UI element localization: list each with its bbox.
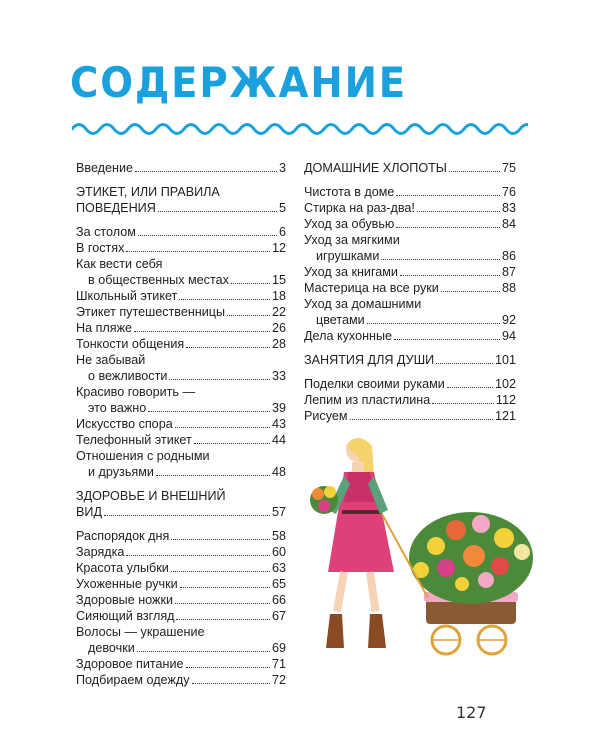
toc-entry	[76, 304, 286, 320]
page-number: 127	[456, 703, 487, 722]
toc-entry	[76, 160, 286, 176]
wave-divider	[72, 118, 528, 140]
toc-entry-title: это важно	[88, 401, 147, 415]
toc-entry-title: ЗАНЯТИЯ ДЛЯ ДУШИ	[304, 353, 435, 367]
toc-entry-page: 18	[271, 289, 286, 303]
toc-entry-page: 72	[271, 673, 286, 687]
dot-leader	[394, 339, 500, 340]
toc-entry	[76, 352, 286, 384]
toc-entry	[76, 432, 286, 448]
toc-entry-title: Поделки своими руками	[304, 377, 445, 391]
dot-leader	[126, 555, 270, 556]
toc-entry-page: 121	[494, 409, 516, 423]
toc-entry	[76, 256, 286, 288]
toc-entry-title: Уход за обувью	[304, 217, 395, 231]
toc-entry-page: 84	[501, 217, 516, 231]
toc-entry-page: 92	[501, 313, 516, 327]
dot-leader	[175, 603, 270, 604]
toc-entry	[304, 352, 516, 368]
dot-leader	[436, 363, 493, 364]
dot-leader	[171, 571, 270, 572]
toc-entry	[76, 240, 286, 256]
toc-entry-title-line: Уход за домашними	[304, 297, 422, 311]
dot-leader	[449, 171, 500, 172]
toc-entry-page: 101	[494, 353, 516, 367]
dot-leader	[135, 171, 277, 172]
toc-entry-page: 71	[271, 657, 286, 671]
toc-entry-title: девочки	[88, 641, 135, 655]
dot-leader	[104, 515, 270, 516]
toc-entry	[304, 296, 516, 328]
dot-leader	[134, 331, 270, 332]
toc-entry	[76, 592, 286, 608]
section-gap	[304, 344, 516, 352]
toc-entry	[304, 264, 516, 280]
dot-leader	[447, 387, 493, 388]
toc-entry-title: Зарядка	[76, 545, 125, 559]
toc-entry	[76, 416, 286, 432]
section-gap	[76, 480, 286, 488]
dot-leader	[171, 539, 270, 540]
toc-entry	[76, 224, 286, 240]
dot-leader	[186, 667, 270, 668]
toc-entry-page: 83	[501, 201, 516, 215]
toc-entry-page: 76	[501, 185, 516, 199]
toc-entry	[304, 232, 516, 264]
toc-entry-page: 67	[271, 609, 286, 623]
dot-leader	[396, 227, 500, 228]
toc-entry-title: Тонкости общения	[76, 337, 185, 351]
toc-entry-title-line: Как вести себя	[76, 257, 163, 271]
toc-entry-page: 87	[501, 265, 516, 279]
toc-entry-title: ПОВЕДЕНИЯ	[76, 201, 156, 215]
dot-leader	[156, 475, 270, 476]
toc-entry	[76, 608, 286, 624]
toc-entry-title: Дела кухонные	[304, 329, 393, 343]
dot-leader	[137, 651, 270, 652]
section-gap	[76, 176, 286, 184]
toc-entry-page: 66	[271, 593, 286, 607]
dot-leader	[227, 315, 270, 316]
toc-entry	[76, 288, 286, 304]
dot-leader	[432, 403, 494, 404]
toc-entry-title: Ухоженные ручки	[76, 577, 178, 591]
toc-entry	[304, 376, 516, 392]
girl-with-flower-cart-illustration	[296, 428, 556, 668]
dot-leader	[231, 283, 270, 284]
toc-entry	[76, 184, 286, 216]
toc-entry-title: За столом	[76, 225, 136, 239]
toc-entry-page: 44	[271, 433, 286, 447]
toc-right-column	[304, 160, 516, 424]
toc-entry-page: 60	[271, 545, 286, 559]
toc-entry-title: игрушками	[316, 249, 380, 263]
toc-entry-title: Чистота в доме	[304, 185, 395, 199]
dot-leader	[138, 235, 277, 236]
toc-entry	[76, 624, 286, 656]
toc-entry-page: 57	[271, 505, 286, 519]
toc-entry-page: 48	[271, 465, 286, 479]
toc-entry-title: Введение	[76, 161, 134, 175]
dot-leader	[179, 299, 270, 300]
dot-leader	[367, 323, 500, 324]
dot-leader	[192, 683, 270, 684]
toc-entry	[304, 280, 516, 296]
toc-entry-title-line: Уход за мягкими	[304, 233, 400, 247]
toc-left-column	[76, 160, 286, 688]
dot-leader	[180, 587, 270, 588]
toc-entry	[304, 328, 516, 344]
dot-leader	[175, 427, 270, 428]
dot-leader	[381, 259, 500, 260]
toc-entry-page: 43	[271, 417, 286, 431]
toc-entry-title: Мастерица на все руки	[304, 281, 439, 295]
toc-entry	[76, 560, 286, 576]
toc-entry	[76, 336, 286, 352]
toc-entry-title-line: Отношения с родными	[76, 449, 210, 463]
toc-entry-title: Подбираем одежду	[76, 673, 190, 687]
dot-leader	[441, 291, 500, 292]
toc-entry-title: Лепим из пластилина	[304, 393, 431, 407]
section-gap	[76, 520, 286, 528]
toc-entry-page: 12	[271, 241, 286, 255]
toc-entry-title-line: ЗДОРОВЬЕ И ВНЕШНИЙ	[76, 489, 226, 503]
toc-entry-title: о вежливости	[88, 369, 168, 383]
toc-entry	[76, 576, 286, 592]
toc-entry	[304, 200, 516, 216]
toc-entry	[76, 528, 286, 544]
toc-entry-page: 102	[494, 377, 516, 391]
toc-entry-title: ДОМАШНИЕ ХЛОПОТЫ	[304, 161, 447, 175]
toc-entry-title: цветами	[316, 313, 365, 327]
section-gap	[76, 216, 286, 224]
dot-leader	[350, 419, 493, 420]
page-title: СОДЕРЖАНИЕ	[70, 58, 408, 107]
toc-entry	[304, 392, 516, 408]
toc-entry-page: 33	[271, 369, 286, 383]
toc-entry-title: Уход за книгами	[304, 265, 398, 279]
toc-entry-title: На пляже	[76, 321, 133, 335]
dot-leader	[417, 211, 500, 212]
toc-entry-title: Распорядок дня	[76, 529, 170, 543]
toc-entry-title: Школьный этикет	[76, 289, 178, 303]
toc-entry-title: Красота улыбки	[76, 561, 169, 575]
toc-entry-page: 28	[271, 337, 286, 351]
toc-entry-title: Искусство спора	[76, 417, 173, 431]
toc-entry	[304, 160, 516, 176]
toc-entry-title: Здоровое питание	[76, 657, 184, 671]
toc-entry-page: 69	[271, 641, 286, 655]
dot-leader	[148, 411, 270, 412]
toc-entry-title: В гостях	[76, 241, 125, 255]
toc-entry-title: и друзьями	[88, 465, 154, 479]
toc-entry-page: 6	[278, 225, 286, 239]
toc-entry-title: Здоровые ножки	[76, 593, 173, 607]
dot-leader	[169, 379, 270, 380]
toc-entry-title: Телефонный этикет	[76, 433, 192, 447]
toc-entry-page: 63	[271, 561, 286, 575]
toc-entry	[304, 408, 516, 424]
toc-entry	[76, 384, 286, 416]
section-gap	[304, 368, 516, 376]
toc-entry-title: ВИД	[76, 505, 102, 519]
toc-entry-title: Сияющий взгляд	[76, 609, 175, 623]
dot-leader	[158, 211, 277, 212]
toc-entry-page: 26	[271, 321, 286, 335]
toc-entry	[76, 656, 286, 672]
toc-entry-page: 15	[271, 273, 286, 287]
toc-entry-page: 88	[501, 281, 516, 295]
toc-entry-page: 94	[501, 329, 516, 343]
toc-entry-title-line: Не забывай	[76, 353, 146, 367]
toc-entry-title: Этикет путешественницы	[76, 305, 226, 319]
toc-entry-page: 22	[271, 305, 286, 319]
dot-leader	[400, 275, 500, 276]
toc-entry-page: 112	[495, 393, 516, 407]
section-gap	[304, 176, 516, 184]
dot-leader	[194, 443, 270, 444]
toc-entry-page: 58	[271, 529, 286, 543]
toc-entry	[76, 320, 286, 336]
toc-entry	[304, 184, 516, 200]
toc-entry-page: 86	[501, 249, 516, 263]
toc-entry-title: Рисуем	[304, 409, 348, 423]
toc-entry-page: 5	[278, 201, 286, 215]
toc-entry	[304, 216, 516, 232]
dot-leader	[186, 347, 270, 348]
dot-leader	[176, 619, 270, 620]
toc-entry-title: Стирка на раз-два!	[304, 201, 415, 215]
toc-entry-page: 75	[501, 161, 516, 175]
toc-entry	[76, 448, 286, 480]
toc-entry-title-line: Красиво говорить —	[76, 385, 196, 399]
toc-entry	[76, 672, 286, 688]
dot-leader	[126, 251, 270, 252]
toc-entry-page: 3	[278, 161, 286, 175]
toc-entry	[76, 488, 286, 520]
toc-entry-title: в общественных местах	[88, 273, 229, 287]
dot-leader	[396, 195, 500, 196]
toc-entry	[76, 544, 286, 560]
toc-entry-title-line: ЭТИКЕТ, ИЛИ ПРАВИЛА	[76, 185, 220, 199]
toc-entry-page: 39	[271, 401, 286, 415]
toc-entry-title-line: Волосы — украшение	[76, 625, 205, 639]
toc-entry-page: 65	[271, 577, 286, 591]
